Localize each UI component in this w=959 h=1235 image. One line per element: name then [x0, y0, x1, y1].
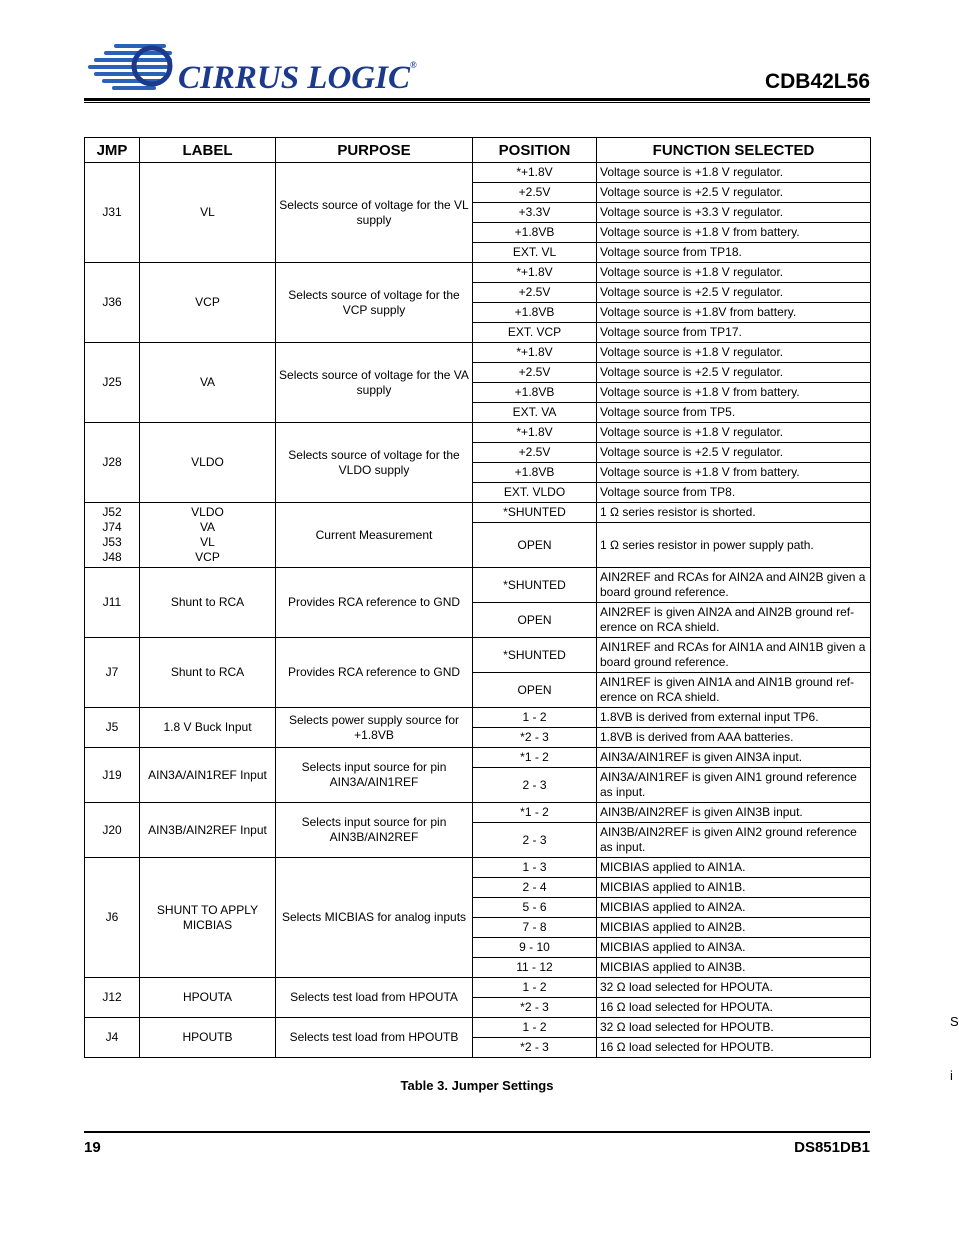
position-cell: +2.5V [473, 443, 597, 463]
function-cell: Voltage source is +1.8 V regulator. [597, 423, 871, 443]
column-header-position: POSITION [473, 138, 597, 163]
function-cell: Voltage source is +1.8 V regulator. [597, 343, 871, 363]
position-cell: +1.8VB [473, 463, 597, 483]
header-rule-thin [84, 102, 870, 103]
position-cell: 1 - 2 [473, 978, 597, 998]
table-row [85, 978, 871, 998]
position-cell: 2 - 3 [473, 823, 597, 858]
jumper-label-cell: Shunt to RCA [140, 568, 276, 638]
position-cell: +1.8VB [473, 303, 597, 323]
function-cell: MICBIAS applied to AIN1B. [597, 878, 871, 898]
function-cell: Voltage source is +1.8 V regulator. [597, 163, 871, 183]
position-cell: OPEN [473, 673, 597, 708]
position-cell: 2 - 4 [473, 878, 597, 898]
function-cell: AIN3B/AIN2REF is given AIN3B input. [597, 803, 871, 823]
position-cell: *2 - 3 [473, 728, 597, 748]
position-cell: EXT. VL [473, 243, 597, 263]
logo-swoosh-icon [86, 38, 186, 100]
jumper-purpose-cell: Selects power supply source for +1.8VB [276, 708, 473, 748]
function-cell: Voltage source from TP18. [597, 243, 871, 263]
position-cell: 11 - 12 [473, 958, 597, 978]
position-cell: EXT. VA [473, 403, 597, 423]
logo-wordmark: CIRRUS LOGIC® [178, 60, 417, 96]
jumper-id-cell: J31 [85, 163, 140, 263]
jumper-label-cell: SHUNT TO APPLY MICBIAS [140, 858, 276, 978]
position-cell: 1 - 2 [473, 708, 597, 728]
table-body [85, 163, 871, 1058]
position-cell: 5 - 6 [473, 898, 597, 918]
table-row [85, 163, 871, 183]
table-row [85, 263, 871, 283]
position-cell: +2.5V [473, 363, 597, 383]
position-cell: 1 - 2 [473, 1018, 597, 1038]
column-header-jmp: JMP [85, 138, 140, 163]
position-cell: OPEN [473, 523, 597, 568]
jumper-id-cell: J20 [85, 803, 140, 858]
position-cell: EXT. VCP [473, 323, 597, 343]
function-cell: 32 Ω load selected for HPOUTB. [597, 1018, 871, 1038]
cirrus-logic-logo [86, 38, 417, 100]
table-header-row [85, 138, 871, 163]
footer-rule [84, 1131, 870, 1133]
function-cell: AIN2REF is given AIN2A and AIN2B ground ref-erence on RCA shield. [597, 603, 871, 638]
jumper-label-cell: 1.8 V Buck Input [140, 708, 276, 748]
position-cell: +3.3V [473, 203, 597, 223]
position-cell: *1 - 2 [473, 748, 597, 768]
jumper-purpose-cell: Selects test load from HPOUTA [276, 978, 473, 1018]
function-cell: Voltage source is +1.8 V from battery. [597, 383, 871, 403]
position-cell: *2 - 3 [473, 998, 597, 1018]
function-cell: Voltage source is +2.5 V regulator. [597, 443, 871, 463]
function-cell: AIN3A/AIN1REF is given AIN3A input. [597, 748, 871, 768]
jumper-label-cell: VCP [140, 263, 276, 343]
column-header-purpose: PURPOSE [276, 138, 473, 163]
function-cell: MICBIAS applied to AIN1A. [597, 858, 871, 878]
jumper-id-cell: J7 [85, 638, 140, 708]
function-cell: Voltage source is +1.8V from battery. [597, 303, 871, 323]
jumper-purpose-cell: Selects MICBIAS for analog inputs [276, 858, 473, 978]
function-cell: MICBIAS applied to AIN3A. [597, 938, 871, 958]
jumper-label-cell: VA [140, 343, 276, 423]
jumper-id-cell: J52 J74 J53 J48 [85, 503, 140, 568]
position-cell: 7 - 8 [473, 918, 597, 938]
jumper-id-cell: J25 [85, 343, 140, 423]
table-row [85, 343, 871, 363]
header-rule [84, 98, 870, 101]
jumper-purpose-cell: Provides RCA reference to GND [276, 568, 473, 638]
position-cell: +1.8VB [473, 383, 597, 403]
jumper-purpose-cell: Selects source of voltage for the VL supply [276, 163, 473, 263]
column-header-function: FUNCTION SELECTED [597, 138, 871, 163]
function-cell: AIN3B/AIN2REF is given AIN2 ground reference as input. [597, 823, 871, 858]
jumper-label-cell: Shunt to RCA [140, 638, 276, 708]
edge-fragment: i [950, 1068, 953, 1083]
function-cell: 1.8VB is derived from AAA batteries. [597, 728, 871, 748]
jumper-purpose-cell: Selects source of voltage for the VLDO supply [276, 423, 473, 503]
jumper-purpose-cell: Selects input source for pin AIN3A/AIN1REF [276, 748, 473, 803]
jumper-label-cell: HPOUTB [140, 1018, 276, 1058]
function-cell: Voltage source is +1.8 V regulator. [597, 263, 871, 283]
function-cell: Voltage source from TP17. [597, 323, 871, 343]
function-cell: 1 Ω series resistor in power supply path. [597, 523, 871, 568]
function-cell: Voltage source is +1.8 V from battery. [597, 223, 871, 243]
position-cell: +2.5V [473, 183, 597, 203]
table-row [85, 503, 871, 523]
jumper-purpose-cell: Current Measurement [276, 503, 473, 568]
function-cell: MICBIAS applied to AIN2A. [597, 898, 871, 918]
position-cell: 2 - 3 [473, 768, 597, 803]
column-header-label: LABEL [140, 138, 276, 163]
jumper-label-cell: VLDO [140, 423, 276, 503]
position-cell: *+1.8V [473, 163, 597, 183]
function-cell: 16 Ω load selected for HPOUTB. [597, 1038, 871, 1058]
function-cell: 16 Ω load selected for HPOUTA. [597, 998, 871, 1018]
jumper-id-cell: J19 [85, 748, 140, 803]
position-cell: *+1.8V [473, 263, 597, 283]
position-cell: *1 - 2 [473, 803, 597, 823]
table-row [85, 568, 871, 603]
page-number: 19 [84, 1139, 101, 1156]
function-cell: 32 Ω load selected for HPOUTA. [597, 978, 871, 998]
jumper-purpose-cell: Selects input source for pin AIN3B/AIN2REF [276, 803, 473, 858]
position-cell: *SHUNTED [473, 638, 597, 673]
position-cell: +1.8VB [473, 223, 597, 243]
function-cell: AIN3A/AIN1REF is given AIN1 ground reference as input. [597, 768, 871, 803]
jumper-id-cell: J11 [85, 568, 140, 638]
function-cell: AIN2REF and RCAs for AIN2A and AIN2B given a board ground reference. [597, 568, 871, 603]
jumper-id-cell: J12 [85, 978, 140, 1018]
function-cell: Voltage source from TP8. [597, 483, 871, 503]
position-cell: 1 - 3 [473, 858, 597, 878]
jumper-id-cell: J5 [85, 708, 140, 748]
position-cell: EXT. VLDO [473, 483, 597, 503]
jumper-label-cell: AIN3B/AIN2REF Input [140, 803, 276, 858]
function-cell: AIN1REF is given AIN1A and AIN1B ground ref-erence on RCA shield. [597, 673, 871, 708]
table-row [85, 708, 871, 728]
jumper-label-cell: VLDO VA VL VCP [140, 503, 276, 568]
jumper-id-cell: J6 [85, 858, 140, 978]
function-cell: 1.8VB is derived from external input TP6. [597, 708, 871, 728]
table-caption: Table 3. Jumper Settings [400, 1078, 554, 1093]
position-cell: *SHUNTED [473, 568, 597, 603]
jumper-purpose-cell: Selects source of voltage for the VA supply [276, 343, 473, 423]
position-cell: *2 - 3 [473, 1038, 597, 1058]
function-cell: MICBIAS applied to AIN2B. [597, 918, 871, 938]
jumper-label-cell: VL [140, 163, 276, 263]
table-row [85, 423, 871, 443]
table-row [85, 1018, 871, 1038]
jumper-id-cell: J4 [85, 1018, 140, 1058]
function-cell: 1 Ω series resistor is shorted. [597, 503, 871, 523]
function-cell: MICBIAS applied to AIN3B. [597, 958, 871, 978]
jumper-label-cell: HPOUTA [140, 978, 276, 1018]
table-row [85, 748, 871, 768]
jumper-settings-table [84, 137, 871, 1058]
function-cell: Voltage source is +3.3 V regulator. [597, 203, 871, 223]
position-cell: +2.5V [473, 283, 597, 303]
document-id: DS851DB1 [794, 1139, 870, 1156]
table-row [85, 803, 871, 823]
function-cell: Voltage source is +1.8 V from battery. [597, 463, 871, 483]
table-row [85, 858, 871, 878]
function-cell: Voltage source is +2.5 V regulator. [597, 183, 871, 203]
function-cell: AIN1REF and RCAs for AIN1A and AIN1B given a board ground reference. [597, 638, 871, 673]
jumper-label-cell: AIN3A/AIN1REF Input [140, 748, 276, 803]
jumper-purpose-cell: Provides RCA reference to GND [276, 638, 473, 708]
position-cell: 9 - 10 [473, 938, 597, 958]
function-cell: Voltage source is +2.5 V regulator. [597, 363, 871, 383]
position-cell: *+1.8V [473, 343, 597, 363]
position-cell: OPEN [473, 603, 597, 638]
jumper-purpose-cell: Selects test load from HPOUTB [276, 1018, 473, 1058]
jumper-id-cell: J28 [85, 423, 140, 503]
position-cell: *SHUNTED [473, 503, 597, 523]
jumper-id-cell: J36 [85, 263, 140, 343]
function-cell: Voltage source from TP5. [597, 403, 871, 423]
function-cell: Voltage source is +2.5 V regulator. [597, 283, 871, 303]
document-title: CDB42L56 [764, 70, 870, 93]
edge-fragment: S [950, 1014, 959, 1029]
position-cell: *+1.8V [473, 423, 597, 443]
jumper-purpose-cell: Selects source of voltage for the VCP supply [276, 263, 473, 343]
table-row [85, 638, 871, 673]
